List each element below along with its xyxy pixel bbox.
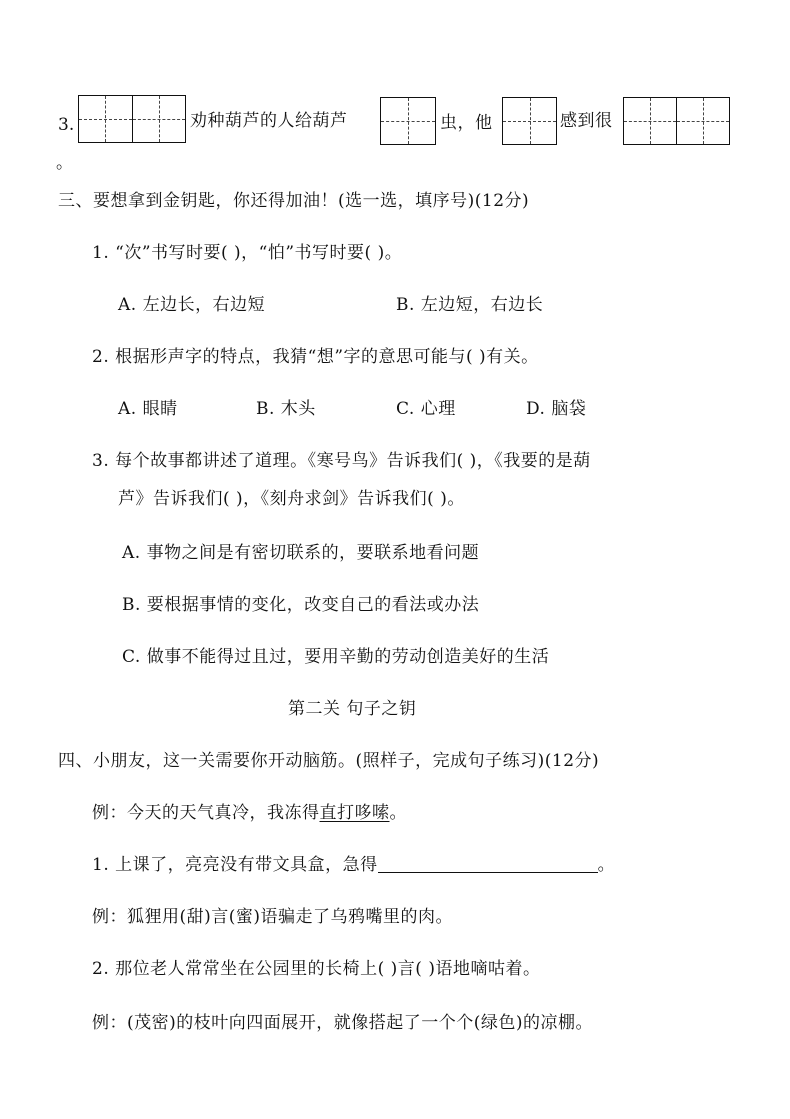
- option-b: B. 左边短，右边长: [396, 295, 544, 315]
- question-text-segment: 虫，他: [440, 113, 493, 133]
- option-a: A. 事物之间是有密切联系的，要联系地看问题: [122, 543, 480, 563]
- question-2: 2. 那位老人常常坐在公园里的长椅上( )言( )语地嘀咕着。: [92, 959, 541, 979]
- option-b: B. 要根据事情的变化，改变自己的看法或办法: [122, 595, 480, 615]
- question-3-line-1: 3. 每个故事都讲述了道理。《寒号鸟》告诉我们( )，《我要的是葫: [92, 451, 591, 471]
- section-title: 四、小朋友，这一关需要你开动脑筋。(照样子，完成句子练习)(12分): [58, 751, 600, 771]
- option-a: A. 左边长，右边短: [118, 295, 266, 315]
- example-text: 例：今天的天气真冷，我冻得: [92, 803, 320, 823]
- question-number: 3.: [58, 115, 75, 135]
- answer-grid-2[interactable]: [380, 97, 436, 145]
- question-end: 。: [597, 855, 616, 875]
- example-end: 。: [389, 803, 407, 823]
- question-1: [92, 852, 615, 878]
- option-d: D. 脑袋: [526, 399, 587, 419]
- option-b: B. 木头: [256, 399, 316, 419]
- option-c: C. 心理: [396, 399, 456, 419]
- question-1: 1. “次”书写时要( )，“怕”书写时要( )。: [92, 243, 403, 263]
- example-2: 例：狐狸用(甜)言(蜜)语骗走了乌鸦嘴里的肉。: [92, 907, 454, 927]
- question-text-segment: 劝种葫芦的人给葫芦: [190, 111, 348, 131]
- question-text-segment: 感到很: [560, 111, 613, 131]
- answer-grid-3[interactable]: [502, 97, 557, 145]
- question-3-line-2: 芦》告诉我们( )，《刻舟求剑》告诉我们( )。: [118, 489, 465, 509]
- option-a: A. 眼睛: [118, 399, 178, 419]
- fill-in-blank[interactable]: [378, 852, 598, 873]
- question-2: 2. 根据形声字的特点，我猜“想”字的意思可能与( )有关。: [92, 347, 539, 367]
- answer-grid-4[interactable]: [623, 97, 730, 145]
- option-c: C. 做事不能得过且过，要用辛勤的劳动创造美好的生活: [122, 647, 550, 667]
- answer-grid-1[interactable]: [78, 95, 186, 143]
- line-end-period: 。: [56, 153, 74, 173]
- example-1: [92, 800, 407, 826]
- question-text: 1. 上课了，亮亮没有带文具盒，急得: [92, 855, 378, 875]
- section-title: 三、要想拿到金钥匙，你还得加油！(选一选，填序号)(12分): [58, 191, 530, 211]
- example-3: 例：(茂密)的枝叶向四面展开，就像搭起了一个个(绿色)的凉棚。: [92, 1013, 594, 1033]
- underlined-example: 直打哆嗦: [319, 803, 390, 823]
- level-title: 第二关 句子之钥: [288, 699, 417, 719]
